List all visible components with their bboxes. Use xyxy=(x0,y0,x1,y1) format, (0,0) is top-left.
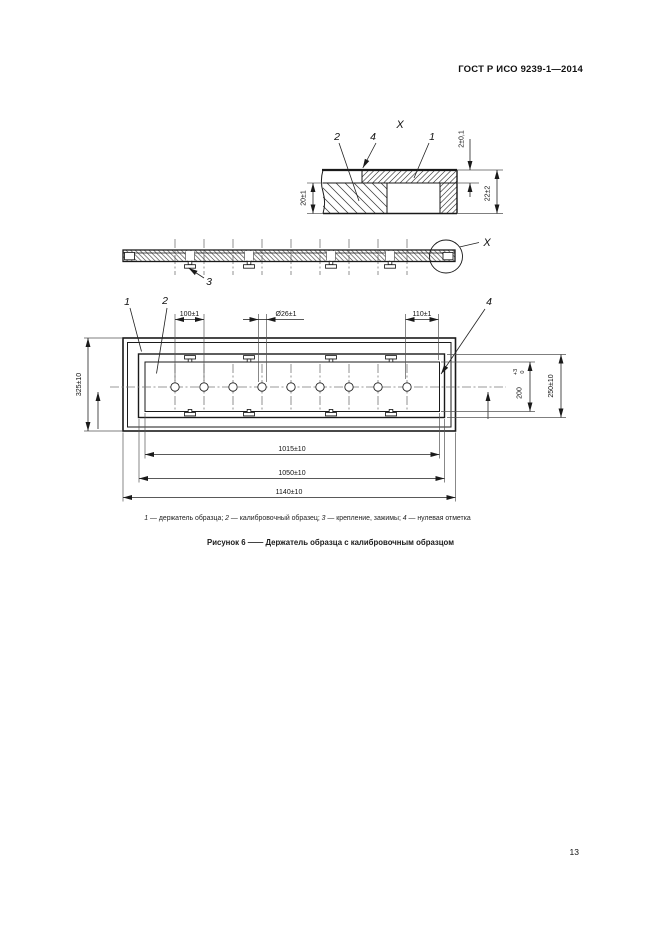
holder-top-plate-section xyxy=(362,171,457,183)
dim-22: 22±2 xyxy=(484,185,492,202)
dim-hole-pitch xyxy=(175,311,204,381)
svg-text:+3: +3 xyxy=(513,368,519,376)
svg-text:110±1: 110±1 xyxy=(412,311,432,318)
figure-legend xyxy=(0,515,615,522)
side-view-x-label: X xyxy=(483,237,491,249)
legend-item-number: 3 xyxy=(321,515,326,522)
holes xyxy=(171,383,411,391)
dim-width-frame xyxy=(447,355,566,418)
plan-view xyxy=(76,295,566,502)
svg-text:200: 200 xyxy=(516,387,524,399)
legend-item-text: — калибровочный образец; xyxy=(229,515,322,522)
svg-text:1050±10: 1050±10 xyxy=(278,470,306,477)
dim-hole-diameter xyxy=(243,311,304,382)
svg-text:100±1: 100±1 xyxy=(179,311,200,318)
dim-length-inner xyxy=(145,413,440,459)
end-cap-right xyxy=(443,252,453,259)
dim-width-outer xyxy=(76,338,122,431)
holder-wall-section xyxy=(440,184,457,214)
plan-label-4: 4 xyxy=(486,296,492,308)
holder-plate-side xyxy=(123,250,455,262)
standard-header: ГОСТ Р ИСО 9239-1—2014 xyxy=(458,64,583,75)
dim-end-offset xyxy=(406,311,439,379)
svg-text:1015±10: 1015±10 xyxy=(278,446,306,453)
figure-caption: Рисунок 6 —— Держатель образца с калибровочным образцом xyxy=(207,538,454,547)
legend-item-text: — крепление, зажимы; xyxy=(325,515,403,522)
end-cap-left xyxy=(125,252,135,259)
svg-text:Ø26±1: Ø26±1 xyxy=(275,311,297,318)
svg-text:0: 0 xyxy=(520,370,526,374)
detail-label-1: 1 xyxy=(429,131,435,143)
svg-text:325±10: 325±10 xyxy=(76,372,83,397)
legend-item-text: — нулевая отметка xyxy=(406,515,471,522)
detail-label-4: 4 xyxy=(370,131,376,143)
detail-view-label: X xyxy=(396,119,404,131)
plan-label-2: 2 xyxy=(162,295,168,307)
plan-label-1: 1 xyxy=(124,296,130,308)
legend-item-number: 1 xyxy=(144,515,149,522)
legend-item-text: — держатель образца; xyxy=(148,515,226,522)
dim-length-outer xyxy=(123,433,456,502)
page-number: 13 xyxy=(569,847,579,857)
calibration-board-section xyxy=(323,184,387,214)
legend-item-number: 4 xyxy=(402,515,407,522)
svg-text:250±10: 250±10 xyxy=(548,374,555,398)
legend-item-number: 2 xyxy=(225,515,230,522)
detail-view-x xyxy=(301,119,504,214)
side-label-3: 3 xyxy=(206,276,212,288)
dim-20: 20±1 xyxy=(300,190,308,206)
side-view xyxy=(123,237,491,288)
clamps-side xyxy=(185,262,396,269)
detail-label-2: 2 xyxy=(334,131,340,143)
svg-text:1140±10: 1140±10 xyxy=(275,489,303,496)
dim-2: 2±0,1 xyxy=(458,130,466,148)
